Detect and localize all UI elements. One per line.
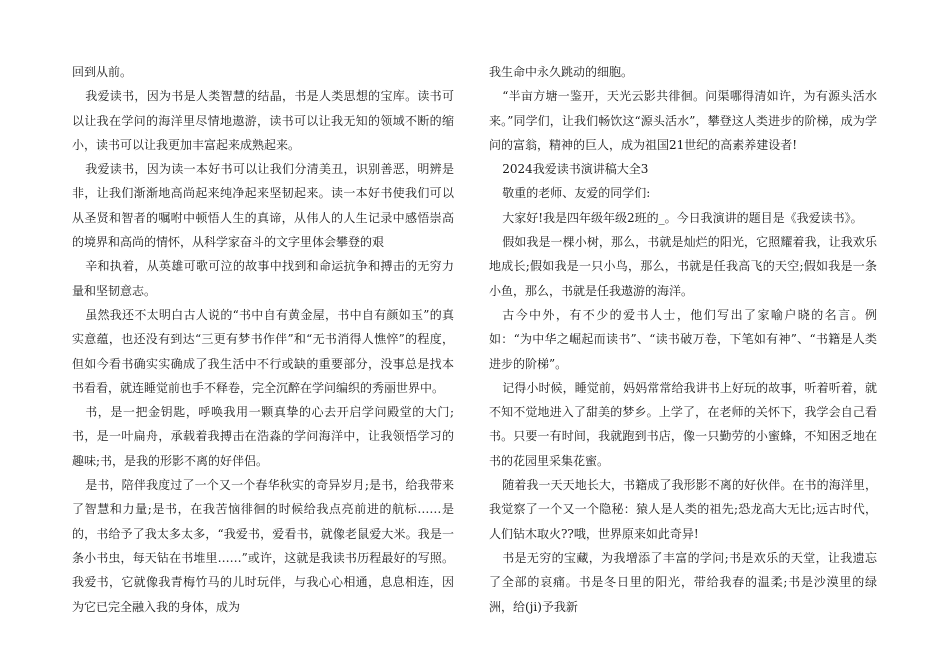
paragraph: 随着我一天天地长大，书籍成了我形影不离的好伙伴。在书的海洋里，我觉察了一个又一个隐秘：猿人是人类的祖先;恐龙高大无比;远古时代，人们钻木取火??哦，世界原来如此奇异! xyxy=(489,478,877,541)
paragraph: 回到从前。 xyxy=(72,65,133,79)
salutation: 敬重的老师、友爱的同学们: xyxy=(502,186,651,201)
right-text-column xyxy=(489,60,877,619)
paragraph: 古今中外，有不少的爱书人士，他们写出了家喻户晓的名言。例如：“为中华之崛起而读书”、“读书破万卷，下笔如有神”、“书籍是人类进步的阶梯”。 xyxy=(489,307,877,371)
paragraph: 我爱读书，因为读一本好书可以让我们分清美丑，识别善恶，明辨是非，让我们渐渐地高尚起来纯净起来坚韧起来。读一本好书使我们可以从圣贤和智者的嘱咐中顿悟人生的真谛，从伟人的人生记录中感悟崇高的境界和高尚的情怀，从科学家奋斗的文字里体会攀登的艰 xyxy=(72,162,454,250)
paragraph: 书，是一把金钥匙，呼唤我用一颗真挚的心去开启学问殿堂的大门;书，是一叶扁舟，承载着我搏击在浩淼的学问海洋中，让我领悟学习的趣味;书，是我的形影不离的好伴侣。 xyxy=(72,405,454,468)
paragraph: “半亩方塘一鉴开，天光云影共徘徊。问渠哪得清如许，为有源头活水来。”同学们，让我们畅饮这“源头活水”，攀登这人类进步的阶梯，成为学问的富翁，精神的巨人，成为祖国21世纪的高素养建设者! xyxy=(489,89,877,152)
paragraph: 我爱读书，因为书是人类智慧的结晶，书是人类思想的宝库。读书可以让我在学问的海洋里尽情地遨游，读书可以让我无知的领域不断的缩小，读书可以让我更加丰富起来成熟起来。 xyxy=(72,89,454,152)
paragraph: 虽然我还不太明白古人说的“书中自有黄金屋，书中自有颜如玉”的真实意蕴，也还没有到达“三更有梦书作伴”和“无书消得人憔悴”的程度，但如今看书确实实确成了我生活中不行或缺的重要部分，没事总是找本书看看，就连睡觉前也手不释卷，完全沉醉在学问编织的秀丽世界中。 xyxy=(72,307,454,395)
paragraph: 假如我是一棵小树，那么，书就是灿烂的阳光，它照耀着我，让我欢乐地成长;假如我是一只小鸟，那么，书就是任我高飞的天空;假如我是一条小鱼，那么，书就是任我遨游的海洋。 xyxy=(489,235,877,298)
paragraph: 书是无穷的宝藏，为我增添了丰富的学问;书是欢乐的天堂，让我遗忘了全部的哀痛。书是冬日里的阳光，带给我春的温柔;书是沙漠里的绿洲，给(ji)予我新 xyxy=(489,550,877,614)
paragraph: 辛和执着，从英雄可歌可泣的故事中找到和命运抗争和搏击的无穷力量和坚韧意志。 xyxy=(72,259,454,298)
section-heading: 2024我爱读书演讲稿大全3 xyxy=(502,162,649,177)
paragraph: 大家好!我是四年级年级2班的_。今日我演讲的题目是《我爱读书》。 xyxy=(502,210,863,225)
paragraph: 是书，陪伴我度过了一个又一个春华秋实的奇异岁月;是书，给我带来了智慧和力量;是书，在我苦恼徘徊的时候给我点亮前进的航标……是的，书给予了我太多太多，“我爱书，爱看书，就像老鼠爱大米。我是一条小书虫，每天钻在书堆里……”或许，这就是我读书历程最好的写照。我爱书，它就像我青梅竹马的儿时玩伴，与我心心相通，息息相连，因为它已完全融入我的身体，成为 xyxy=(72,478,454,614)
paragraph: 我生命中永久跳动的细胞。 xyxy=(489,65,634,79)
paragraph: 记得小时候，睡觉前，妈妈常常给我讲书上好玩的故事，听着听着，就不知不觉地进入了甜美的梦乡。上学了，在老师的关怀下，我学会自己看书。只要一有时间，我就跑到书店，像一只勤劳的小蜜蜂，不知困乏地在书的花园里采集花蜜。 xyxy=(489,380,877,468)
left-text-column xyxy=(72,60,454,619)
